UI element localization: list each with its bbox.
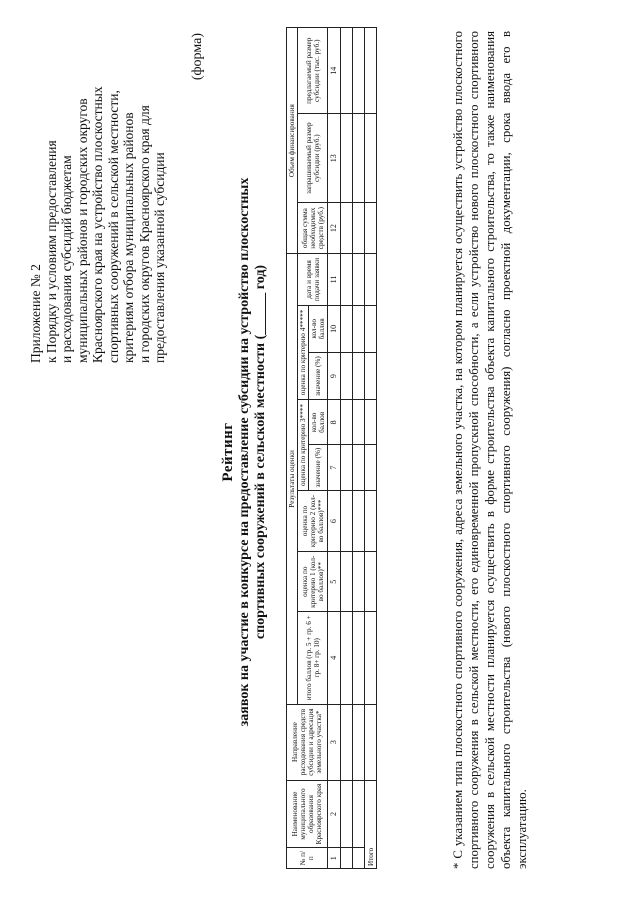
header-criterion-4: оценка по критерию 4***** (298, 305, 309, 400)
document-page (20, 17, 620, 887)
header-results: Результаты оценки (287, 254, 298, 704)
appendix-line: и городских округов Красноярского края для (136, 105, 152, 363)
appendix-line: Приложение № 2 (28, 264, 43, 363)
header-financing: Объем финансирования (287, 28, 298, 254)
column-number: 4 (328, 612, 341, 705)
appendix-line: спортивных сооружений в сельской местности, (105, 90, 121, 363)
header-value: значение (%) (309, 445, 328, 490)
column-number: 6 (328, 490, 341, 552)
header-criterion-2: оценка по критерию 2 (кол-во баллов)*** (298, 490, 328, 552)
column-number: 3 (328, 704, 341, 780)
column-number: 2 (328, 780, 341, 848)
title-line-3: спортивных сооружений в сельской местности (______ год) (253, 264, 268, 640)
total-label: Итого (365, 780, 377, 868)
appendix-line: критериям отбора муниципальных районов (121, 112, 136, 363)
appendix-line: Красноярского края на устройство плоскостных (90, 86, 105, 363)
appendix-header (28, 33, 168, 363)
column-number: 8 (328, 400, 341, 445)
header-points: кол-во баллов (309, 305, 328, 352)
document-title (220, 17, 269, 887)
form-label: (форма) (190, 33, 205, 81)
header-date: дата и время подачи заявки (298, 254, 328, 305)
column-number: 12 (328, 202, 341, 253)
header-proposed: предлагаемый размер субсидии (тыс. руб.) (298, 28, 328, 115)
rating-table (286, 27, 377, 869)
header-requested: запрашиваемый размер субсидии (руб.) (298, 114, 328, 202)
column-number: 7 (328, 445, 341, 490)
header-criterion-3: оценка по критерию 3**** (298, 400, 309, 490)
appendix-line: муниципальных районов и городских округов (74, 98, 90, 363)
header-total-points: итого баллов (гр. 5 + гр. 6 + гр. 8+ гр. 10) (298, 612, 328, 705)
header-direction: Направление расходования средств субсидии и адресация земельного участка* (287, 704, 328, 780)
column-number: 9 (328, 352, 341, 399)
appendix-line: предоставления указанной субсидии (152, 152, 167, 363)
table-row (353, 28, 365, 869)
column-number: 13 (328, 114, 341, 202)
column-number: 5 (328, 552, 341, 612)
title-line-2: заявок на участие в конкурсе на предоставление субсидии на устройство плоскостных (237, 177, 252, 727)
header-points: кол-во баллов (309, 400, 328, 445)
table-row (341, 28, 353, 869)
title-line-1: Рейтинг (220, 422, 236, 482)
column-number-row (328, 28, 341, 869)
column-number: 10 (328, 305, 341, 352)
column-number: 11 (328, 254, 341, 305)
header-value: значение (%) (309, 352, 328, 399)
table-header-row (287, 28, 298, 869)
column-number: 14 (328, 28, 341, 115)
appendix-line: к Порядку и условиям предоставления (43, 140, 59, 363)
header-criterion-1: оценка по критерию 1 (кол-во баллов)** (298, 552, 328, 612)
column-number: 1 (328, 848, 341, 869)
footnote: * С указанием типа плоскостного спортивного сооружения, адреса земельного участка, на котором планируется осуществить устройство плоскостного спортивного сооружения в сельской местности, его единовременной пропускной способности, а если устройство нового плоскостного спортивного сооружения в сельской местности планируется осуществить в форме строительства объекта капитального строительства, то также наименования объекта капитального строительства (нового плоскостного спортивного сооружения) согласно проектной документации, срока ввода его в эксплуатацию. (451, 31, 529, 869)
header-number: № п/п (287, 848, 328, 869)
appendix-line: и расходования субсидий бюджетам (59, 155, 74, 363)
table-total-row (365, 28, 377, 869)
header-total-sum: общая сумма необходимых средств (руб.) (298, 202, 328, 253)
header-municipality: Наименование муниципального образования Красноярского края (287, 780, 328, 848)
